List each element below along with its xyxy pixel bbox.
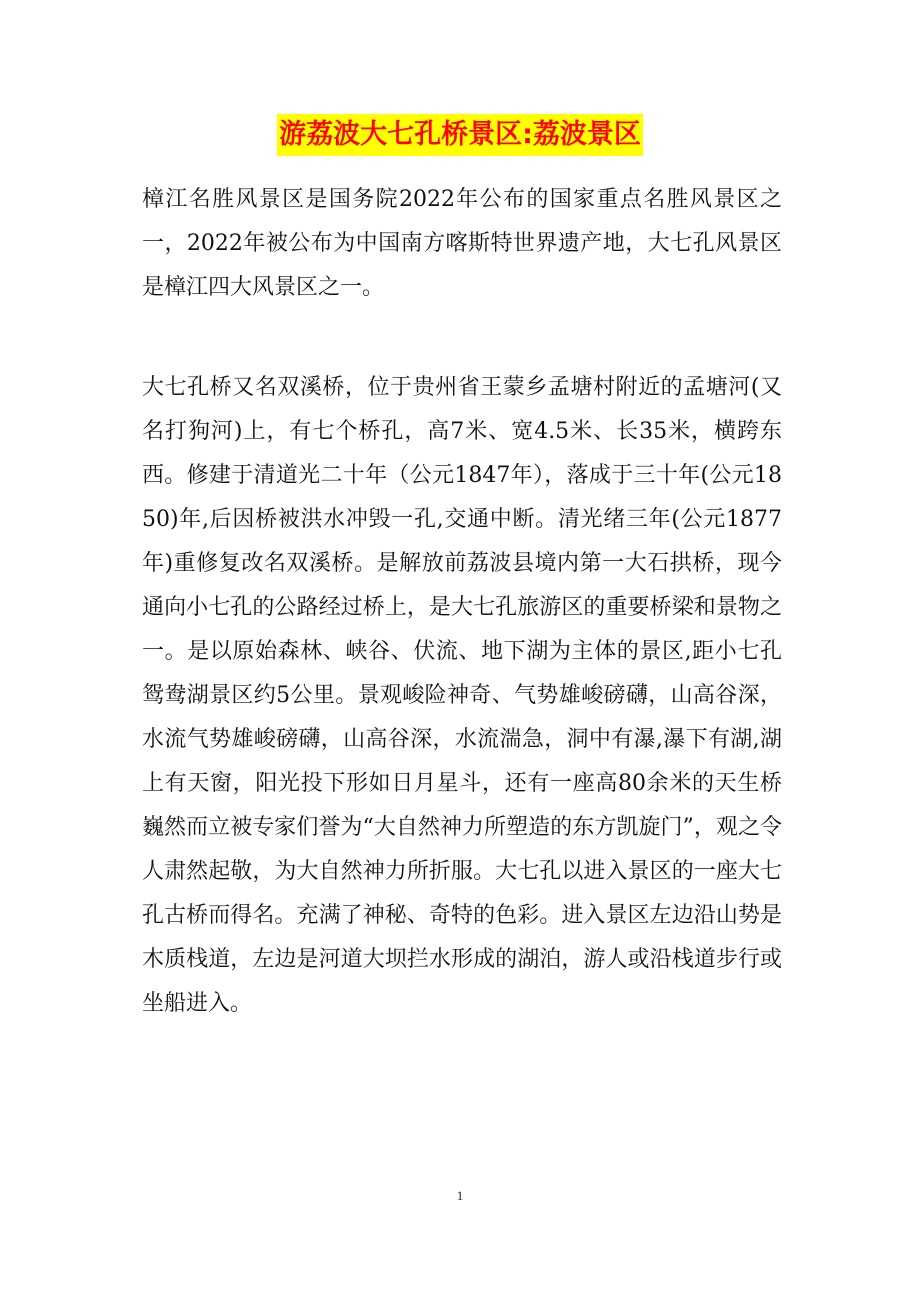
title-container (0, 114, 920, 156)
page-number: 1 (456, 1188, 464, 1203)
paragraph-intro: 樟江名胜风景区是国务院2022年公布的国家重点名胜风景区之一，2022年被公布为中国南方喀斯特世界遗产地，大七孔风景区是樟江四大风景区之一。 (142, 187, 782, 300)
document-title: 游荔波大七孔桥景区:荔波景区 (277, 114, 643, 156)
paragraph-bridge-description: 大七孔桥又名双溪桥，位于贵州省王蒙乡孟塘村附近的孟塘河(又名打狗河)上，有七个桥孔，高7米、宽4.5米、长35米，横跨东西。修建于清道光二十年（公元1847年），落成于三十年(公元1850)年,后因桥被洪水冲毁一孔,交通中断。清光绪三年(公元1877年)重修复改名双溪桥。是解放前荔波县境内第一大石拱桥，现今通向小七孔的公路经过桥上，是大七孔旅游区的重要桥梁和景物之一。是以原始森林、峡谷、伏流、地下湖为主体的景区,距小七孔鸳鸯湖景区约5公里。景观峻险神奇、气势雄峻磅礴，山高谷深，水流气势雄峻磅礴，山高谷深，水流湍急，洞中有瀑,瀑下有湖,湖上有天窗，阳光投下形如日月星斗，还有一座高80余米的天生桥巍然而立被专家们誉为“大自然神力所塑造的东方凯旋门”，观之令人肃然起敬，为大自然神力所折服。大七孔以进入景区的一座大七孔古桥而得名。充满了神秘、奇特的色彩。进入景区左边沿山势是木质栈道，左边是河道大坝拦水形成的湖泊，游人或沿栈道步行或坐船进入。 (142, 375, 782, 1016)
